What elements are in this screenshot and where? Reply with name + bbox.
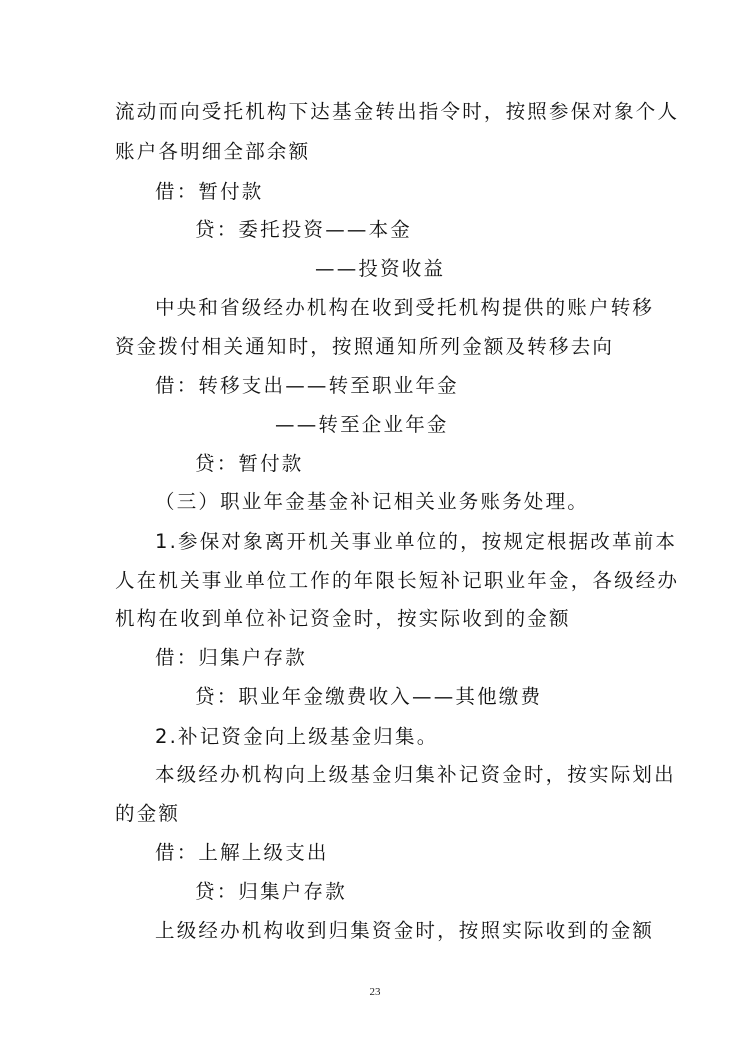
journal-entry-debit: 借：暂付款: [155, 180, 264, 203]
body-text-line: 资金拨付相关通知时，按照通知所列金额及转移去向: [115, 335, 615, 358]
journal-entry-credit: 贷：暂付款: [195, 452, 304, 475]
journal-entry-debit: 借：转移支出——转至职业年金: [155, 374, 459, 397]
body-text-line: 账户各明细全部余额: [115, 140, 311, 163]
body-text-line: 中央和省级经办机构在收到受托机构提供的账户转移: [155, 296, 655, 319]
journal-entry-debit: 借：归集户存款: [155, 646, 307, 669]
subsection-heading: 2.补记资金向上级基金归集。: [155, 725, 439, 748]
journal-entry-credit: 贷：委托投资——本金: [195, 218, 413, 241]
body-text-line: 本级经办机构向上级基金归集补记资金时，按实际划出: [155, 763, 676, 786]
journal-entry-debit: 借：上解上级支出: [155, 841, 329, 864]
body-text-line: 的金额: [115, 802, 181, 825]
page-number: 23: [369, 986, 381, 998]
journal-entry-credit: 贷：职业年金缴费收入——其他缴费: [195, 685, 543, 708]
body-text-line: 1.参保对象离开机关事业单位的，按规定根据改革前本: [155, 530, 678, 553]
journal-entry-credit: 贷：归集户存款: [195, 880, 347, 903]
section-heading: （三）职业年金基金补记相关业务账务处理。: [155, 490, 590, 513]
body-text-line: 上级经办机构收到归集资金时，按照实际收到的金额: [155, 919, 655, 942]
body-text-line: 人在机关事业单位工作的年限长短补记职业年金，各级经办: [115, 569, 680, 592]
journal-entry-debit-sub: ——转至企业年金: [275, 413, 449, 436]
body-text-line: 机构在收到单位补记资金时，按实际收到的金额: [115, 607, 571, 630]
journal-entry-credit-sub: ——投资收益: [315, 257, 446, 280]
body-text-line: 流动而向受托机构下达基金转出指令时，按照参保对象个人: [115, 100, 680, 123]
